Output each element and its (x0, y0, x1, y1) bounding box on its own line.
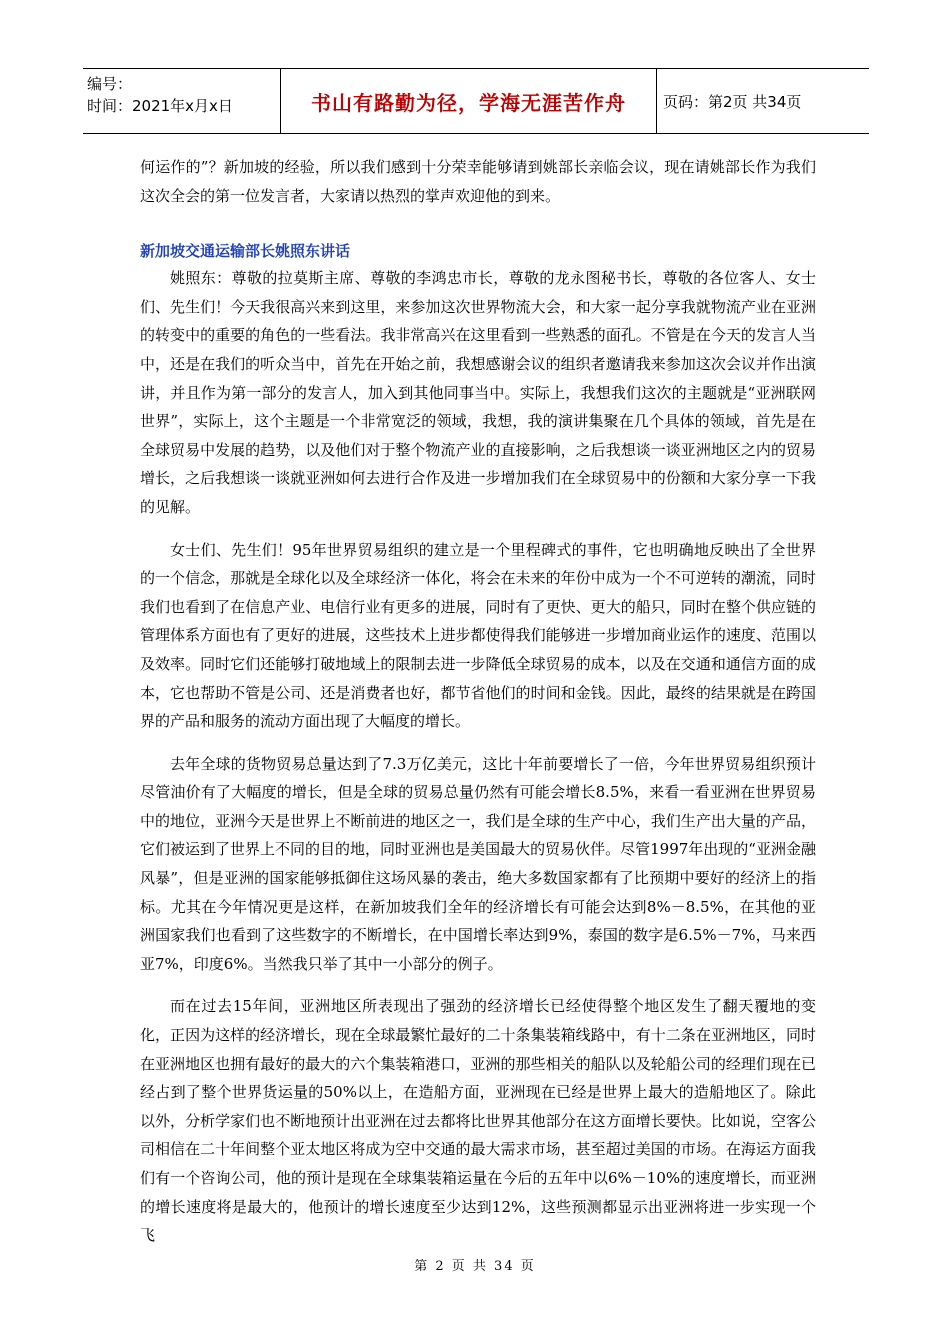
page-header (83, 68, 869, 134)
section-heading: 新加坡交通运输部长姚照东讲话 (140, 242, 351, 261)
header-meta (83, 69, 281, 133)
paragraph-1: 姚照东：尊敬的拉莫斯主席、尊敬的李鸿忠市长，尊敬的龙永图秘书长，尊敬的各位客人、女士们、先生们！今天我很高兴来到这里，来参加这次世界物流大会，和大家一起分享我就物流产业在亚洲的转变中的重要的角色的一些看法。我非常高兴在这里看到一些熟悉的面孔。不管是在今天的发言人当中，还是在我们的听众当中，首先在开始之前，我想感谢会议的组织者邀请我来参加这次会议并作出演讲，并且作为第一部分的发言人，加入到其他同事当中。实际上，我想我们这次的主题就是“亚洲联网世界”，实际上，这个主题是一个非常宽泛的领域，我想，我的演讲集聚在几个具体的领域，首先是在全球贸易中发展的趋势，以及他们对于整个物流产业的直接影响，之后我想谈一谈亚洲地区之内的贸易增长，之后我想谈一谈就亚洲如何去进行合作及进一步增加我们在全球贸易中的份额和大家分享一下我的见解。 (140, 269, 816, 516)
paragraph-2: 女士们、先生们！95年世界贸易组织的建立是一个里程碑式的事件，它也明确地反映出了全世界的一个信念，那就是全球化以及全球经济一体化，将会在未来的年份中成为一个不可逆转的潮流，同时我们也看到了在信息产业、电信行业有更多的进展，同时有了更快、更大的船只，同时在整个供应链的管理体系方面也有了更好的进展，这些技术上进步都使得我们能够进一步增加商业运作的速度、范围以及效率。同时它们还能够打破地域上的限制去进一步降低全球贸易的成本，以及在交通和通信方面的成本，它也帮助不管是公司、还是消费者也好，都节省他们的时间和金钱。因此，最终的结果就是在跨国界的产品和服务的流动方面出现了大幅度的增长。 (140, 540, 816, 731)
header-motto: 书山有路勤为径，学海无涯苦作舟 (281, 69, 657, 133)
number-label: 编号： (87, 75, 133, 93)
page-footer: 第 2 页 共 34 页 (414, 1259, 536, 1274)
paragraph-3: 去年全球的货物贸易总量达到了7.3万亿美元，这比十年前要增长了一倍，今年世界贸易组织预计尽管油价有了大幅度的增长，但是全球的贸易总量仍然有可能会增长8.5%，来看一看亚洲在世界贸易中的地位，亚洲今天是世界上不断前进的地区之一，我们是全球的生产中心，我们生产出大量的产品，它们被运到了世界上不同的目的地，同时亚洲也是美国最大的贸易伙伴。尽管1997年出现的“亚洲金融风暴”，但是亚洲的国家能够抵御住这场风暴的袭击，绝大多数国家都有了比预期中要好的经济上的指标。尤其在今年情况更是这样，在新加坡我们全年的经济增长有可能会达到8%－8.5%，在其他的亚洲国家我们也看到了这些数字的不断增长，在中国增长率达到9%，泰国的数字是6.5%－7%，马来西亚7%，印度6%。当然我只举了其中一小部分的例子。 (140, 754, 816, 973)
time-label: 时间：2021年x月x日 (87, 97, 233, 115)
document-body (140, 153, 816, 1250)
paragraph-4: 而在过去15年间，亚洲地区所表现出了强劲的经济增长已经使得整个地区发生了翻天覆地的变化，正因为这样的经济增长，现在全球最繁忙最好的二十条集装箱线路中，有十二条在亚洲地区，同时在亚洲地区也拥有最好的最大的六个集装箱港口，亚洲的那些相关的船队以及轮船公司的经理们现在已经占到了整个世界货运量的50%以上，在造船方面，亚洲现在已经是世界上最大的造船地区了。除此以外，分析学家们也不断地预计出亚洲在过去都将比世界其他部分在这方面增长要快。比如说，空客公司相信在二十年间整个亚太地区将成为空中交通的最大需求市场，甚至超过美国的市场。在海运方面我们有一个咨询公司，他的预计是现在全球集装箱运量在今后的五年中以6%－10%的速度增长，而亚洲的增长速度将是最大的，他预计的增长速度至少达到12%，这些预测都显示出亚洲将进一步实现一个飞 (140, 997, 816, 1245)
intro-paragraph: 何运作的”？新加坡的经验，所以我们感到十分荣幸能够请到姚部长亲临会议，现在请姚部长作为我们这次全会的第一位发言者，大家请以热烈的掌声欢迎他的到来。 (140, 158, 816, 205)
header-page-info: 页码：第2页 共34页 (663, 92, 802, 111)
